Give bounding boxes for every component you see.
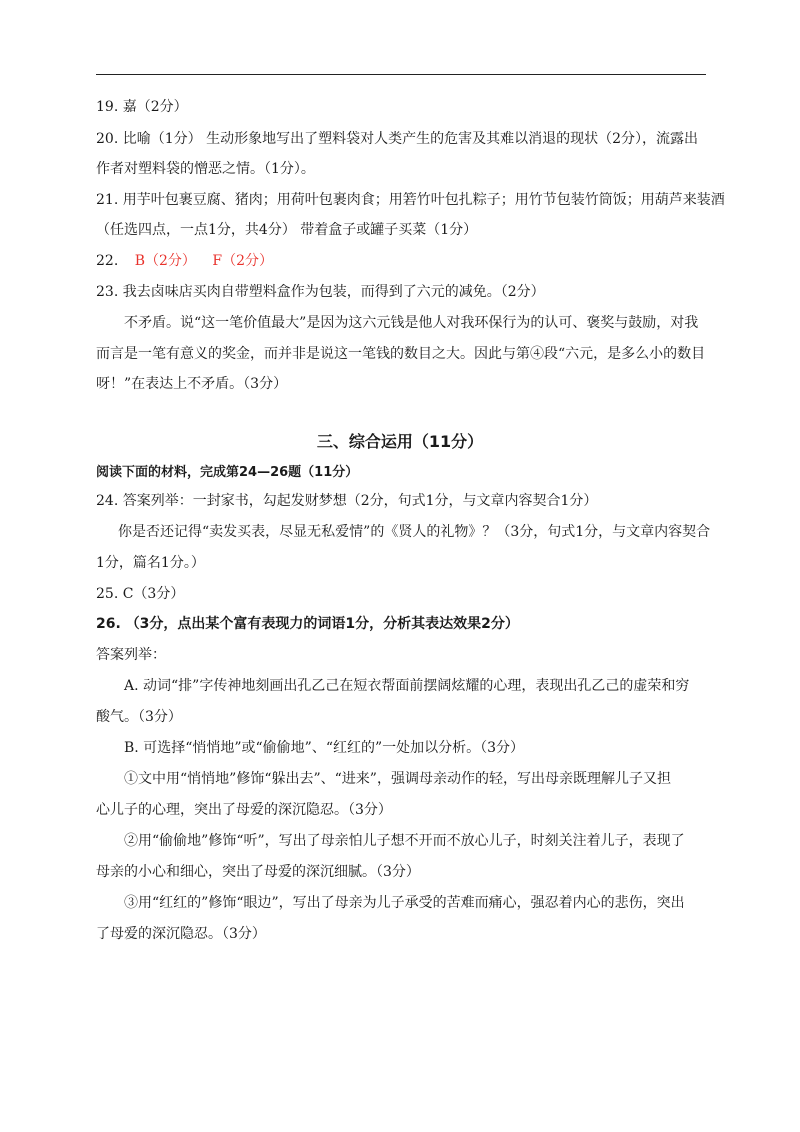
answer-23-explanation-cont: 而言是一笔有意义的奖金，而并非是说这一笔钱的数目之大。因此与第④段“六元，是多么小的数目 [96, 346, 706, 362]
answer-23: 23. 我去卤味店买肉自带塑料盒作为包装，而得到了六元的减免。（2分） [96, 284, 545, 300]
answer-20-cont: 作者对塑料袋的憎恶之情。（1分）。 [96, 161, 315, 177]
answer-24-example-cont: 1分，篇名1分。） [96, 555, 205, 571]
answer-22-option-f: F（2分） [212, 253, 273, 269]
header-rule [96, 74, 706, 75]
answer-26-a: A. 动词“排”字传神地刻画出孔乙己在短衣帮面前摆阔炫耀的心理，表现出孔乙己的虚荣和穷 [124, 678, 690, 694]
answer-24-example: 你是否还记得“卖发买表，尽显无私爱情”的《贤人的礼物》？（3分，句式1分，与文章内容契合 [118, 524, 711, 540]
section-title: 三、综合运用（11分） [316, 432, 484, 451]
answer-22 [96, 251, 273, 271]
answer-26-b2: ②用“偷偷地”修饰“听”，写出了母亲怕儿子想不开而不放心儿子，时刻关注着儿子，表现了 [124, 833, 685, 849]
answer-22-number: 22. [96, 253, 119, 269]
answer-26-b3: ③用“红红的”修饰“眼边”，写出了母亲为儿子承受的苦难而痛心，强忍着内心的悲伤，突出 [124, 895, 685, 911]
answer-26-a-cont: 酸气。（3分） [96, 709, 182, 725]
answer-26-b2-cont: 母亲的小心和细心，突出了母爱的深沉细腻。（3分） [96, 864, 420, 880]
answer-23-explanation: 不矛盾。说“这一笔价值最大”是因为这六元钱是他人对我环保行为的认可、褒奖与鼓励，对我 [124, 315, 699, 331]
answer-26-b1: ①文中用“悄悄地”修饰“躲出去”、“进来”，强调母亲动作的轻，写出母亲既理解儿子又担 [124, 771, 671, 787]
answer-26-b3-cont: 了母爱的深沉隐忍。（3分） [96, 926, 266, 942]
answer-21: 21. 用芋叶包裹豆腐、猪肉；用荷叶包裹肉食；用箬竹叶包扎粽子；用竹节包装竹筒饭；用葫芦来装酒 [96, 192, 725, 208]
answer-20: 20. 比喻（1分） 生动形象地写出了塑料袋对人类产生的危害及其难以消退的现状（2分），流露出 [96, 131, 698, 147]
answer-25: 25. C（3分） [96, 586, 185, 602]
answer-22-option-b: B（2分） [134, 253, 196, 269]
answer-26-b1-cont: 心儿子的心理，突出了母爱的深沉隐忍。（3分） [96, 802, 392, 818]
answer-19: 19. 嘉（2分） [96, 99, 188, 115]
answer-23-explanation-end: 呀！”在表达上不矛盾。（3分） [96, 376, 288, 392]
answer-26: 26. （3分，点出某个富有表现力的词语1分，分析其表达效果2分） [96, 616, 519, 632]
answer-24: 24. 答案列举：一封家书，勾起发财梦想（2分，句式1分，与文章内容契合1分） [96, 493, 598, 509]
answer-26-b: B. 可选择“悄悄地”或“偷偷地”、“红红的”一处加以分析。（3分） [124, 740, 525, 756]
answer-21-cont: （任选四点，一点1分，共4分） 带着盒子或罐子买菜（1分） [96, 222, 478, 238]
section-intro: 阅读下面的材料，完成第24—26题（11分） [96, 465, 359, 480]
answer-26-label: 答案列举： [96, 647, 166, 663]
